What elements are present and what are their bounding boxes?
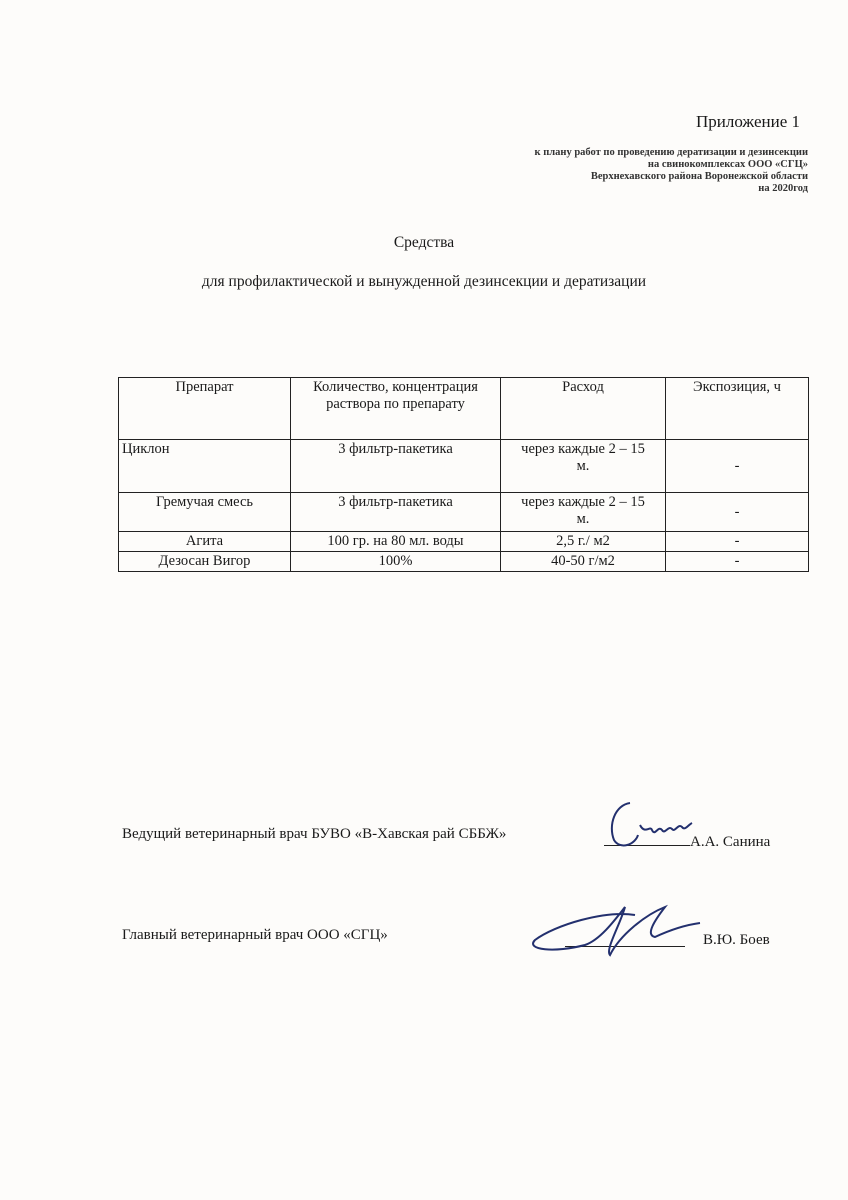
table-header-row xyxy=(119,378,809,440)
signatory-name: А.А. Санина xyxy=(690,834,771,850)
cell: 3 фильтр-пакетика xyxy=(291,440,501,493)
cell: Дезосан Вигор xyxy=(119,552,291,572)
cell: 100% xyxy=(291,552,501,572)
cell: - xyxy=(666,440,809,493)
cell: - xyxy=(666,493,809,532)
table-row xyxy=(119,440,809,493)
cell: 3 фильтр-пакетика xyxy=(291,493,501,532)
cell: Гремучая смесь xyxy=(119,493,291,532)
cell: через каждые 2 – 15 м. xyxy=(501,440,666,493)
cell: 2,5 г./ м2 xyxy=(501,532,666,552)
cell: через каждые 2 – 15 м. xyxy=(501,493,666,532)
signature-boev xyxy=(525,895,705,965)
doc-title: Средства xyxy=(393,234,455,251)
header-line: к плану работ по проведению дератизации и дезинсекции xyxy=(534,147,808,158)
signatory-position: Ведущий ветеринарный врач БУВО «В-Хавская рай СББЖ» xyxy=(122,826,507,842)
header-cell: Препарат xyxy=(119,378,291,440)
cell: Агита xyxy=(119,532,291,552)
header-cell: Количество, концентрация раствора по препарату xyxy=(291,378,501,440)
appendix-title: Приложение 1 xyxy=(696,112,800,131)
cell: Циклон xyxy=(119,440,291,493)
preparations-table xyxy=(118,377,809,572)
signatory-position: Главный ветеринарный врач ООО «СГЦ» xyxy=(122,927,388,943)
header-line: на свинокомплексах ООО «СГЦ» xyxy=(647,159,808,170)
header-cell: Расход xyxy=(501,378,666,440)
cell: 40-50 г/м2 xyxy=(501,552,666,572)
cell: - xyxy=(666,552,809,572)
cell: 100 гр. на 80 мл. воды xyxy=(291,532,501,552)
doc-subtitle: для профилактической и вынужденной дезинсекции и дератизации xyxy=(201,273,647,290)
table-row xyxy=(119,493,809,532)
header-line: Верхнехавского района Воронежской области xyxy=(590,171,808,182)
signature-sanina xyxy=(600,795,700,855)
table-row xyxy=(119,552,809,572)
header-cell: Экспозиция, ч xyxy=(666,378,809,440)
cell: - xyxy=(666,532,809,552)
header-line: на 2020год xyxy=(758,183,808,194)
table-row xyxy=(119,532,809,552)
signatory-name: В.Ю. Боев xyxy=(703,932,770,948)
